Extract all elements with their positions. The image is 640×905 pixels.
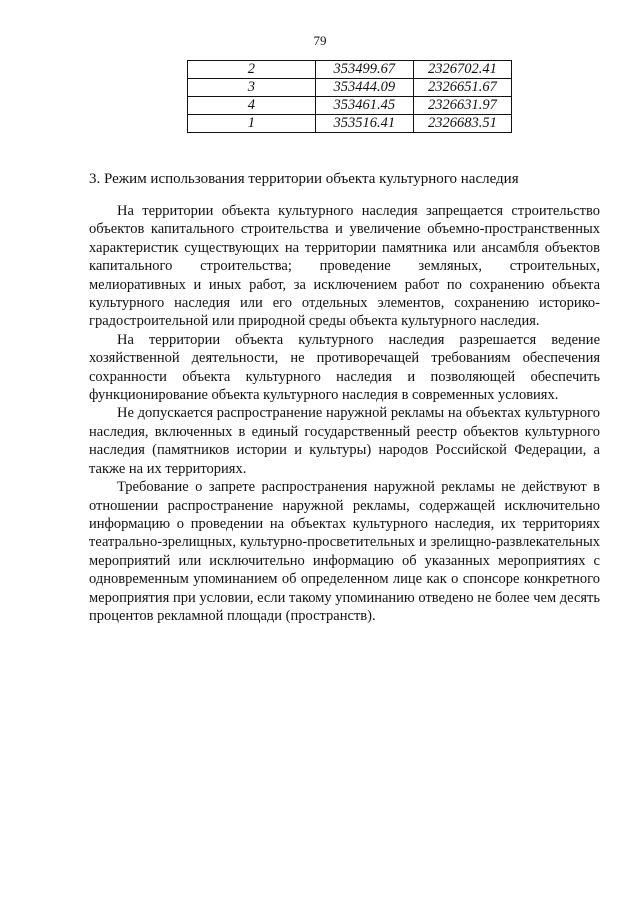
paragraph: Не допускается распространение наружной рекламы на объектах культурного наследия, включенных в единый государственный реестр объектов культурного наследия (памятников истории и культуры) народов Российской Федерации, а также на их территориях. [89, 405, 600, 477]
table-row [188, 61, 512, 79]
x-coordinate-cell: 353461.45 [315, 97, 413, 115]
table-row [188, 79, 512, 97]
y-coordinate-cell: 2326631.97 [413, 97, 511, 115]
x-coordinate-cell: 353444.09 [315, 79, 413, 97]
point-number-cell: 1 [188, 115, 316, 133]
y-coordinate-cell: 2326651.67 [413, 79, 511, 97]
point-number-cell: 2 [188, 61, 316, 79]
paragraph: Требование о запрете распространения наружной рекламы не действуют в отношении распространение наружной рекламы, содержащей исключительно информацию о проведении на объектах культурного наследия, их территориях театрально-зрелищных, культурно-просветительных и зрелищно-развлекательных мероприятий или исключительно информацию об указанных мероприятиях с одновременным упоминанием об определенном лице как о спонсоре конкретного мероприятия при условии, если такому упоминанию отведено не более чем десять процентов рекламной площади (пространств). [89, 479, 600, 624]
point-number-cell: 4 [188, 97, 316, 115]
paragraph: На территории объекта культурного наследия разрешается ведение хозяйственной деятельности, не противоречащей требованиям обеспечения сохранности объекта культурного наследия и позволяющей обеспечить функционирование объекта культурного наследия в современных условиях. [89, 331, 600, 404]
section-heading: 3. Режим использования территории объекта культурного наследия [89, 171, 519, 187]
table-row [188, 115, 512, 133]
x-coordinate-cell: 353499.67 [315, 61, 413, 79]
section-body [89, 202, 600, 625]
paragraph: На территории объекта культурного наследия запрещается строительство объектов капитального строительства и увеличение объемно-пространственных характеристик существующих на территории памятника или ансамбля объектов капитального строительства; проведение земляных, строительных, мелиоративных и иных работ, за исключением работ по сохранению объекта культурного наследия или его отдельных элементов, сохранению историко-градостроительной или природной среды объекта культурного наследия. [89, 203, 600, 330]
y-coordinate-cell: 2326702.41 [413, 61, 511, 79]
page-number: 79 [313, 33, 327, 48]
table-row [188, 97, 512, 115]
y-coordinate-cell: 2326683.51 [413, 115, 511, 133]
x-coordinate-cell: 353516.41 [315, 115, 413, 133]
point-number-cell: 3 [188, 79, 316, 97]
coordinates-table [187, 60, 512, 133]
